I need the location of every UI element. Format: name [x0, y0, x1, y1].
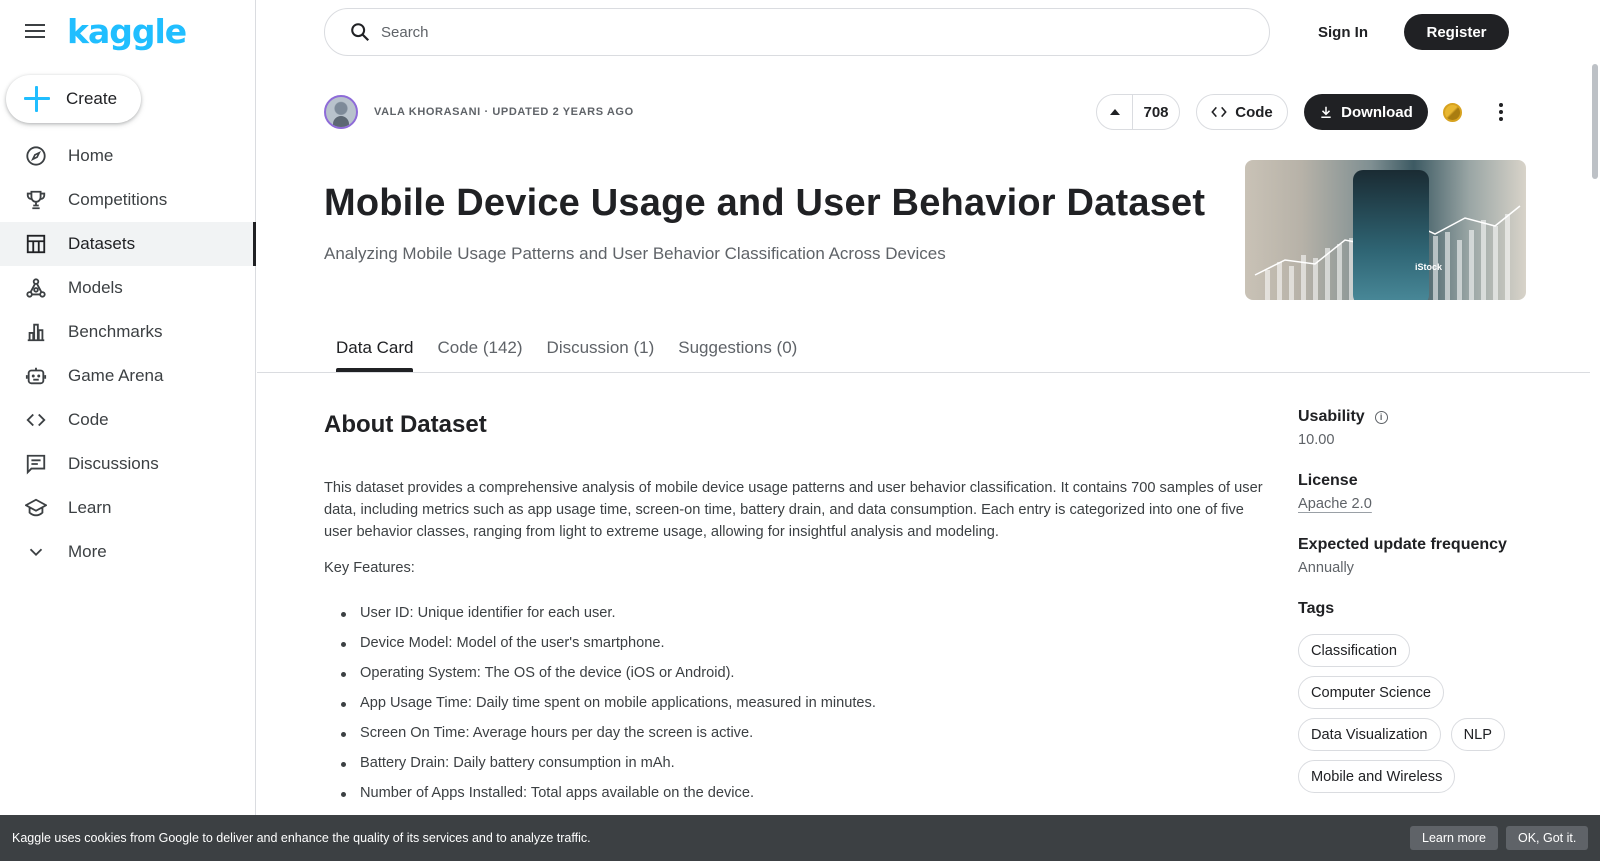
license-block — [1298, 472, 1538, 512]
search-input[interactable] — [381, 24, 1181, 41]
comments-icon — [24, 452, 48, 476]
frequency-block — [1298, 536, 1538, 576]
list-item: User ID: Unique identifier for each user. — [360, 605, 876, 635]
sign-in-button[interactable]: Sign In — [1306, 18, 1380, 46]
dataset-cover-image — [1245, 160, 1526, 300]
sidebar-item-competitions[interactable] — [0, 178, 256, 222]
dataset-title: Mobile Device Usage and User Behavior Dataset — [324, 182, 1206, 224]
sidebar-item-code[interactable] — [0, 398, 256, 442]
create-label: Create — [66, 89, 118, 108]
usability-label: Usability — [1298, 408, 1365, 425]
learn-more-button[interactable]: Learn more — [1410, 826, 1498, 850]
search-bar[interactable] — [324, 8, 1270, 56]
sidebar-item-label: Learn — [68, 498, 112, 517]
sidebar-item-label: Models — [68, 278, 123, 297]
code-button[interactable] — [1196, 94, 1288, 130]
tags-block — [1298, 600, 1538, 793]
gold-medal-icon[interactable] — [1443, 103, 1462, 122]
download-icon — [1319, 105, 1333, 119]
list-item: Device Model: Model of the user's smartphone. — [360, 635, 876, 665]
search-icon — [349, 21, 371, 43]
tab-discussion[interactable]: Discussion (1) — [546, 338, 655, 357]
tag-chip[interactable]: Mobile and Wireless — [1298, 760, 1455, 793]
sidebar-item-more[interactable] — [0, 530, 256, 574]
tab-data-card[interactable]: Data Card — [324, 332, 425, 372]
tabs-divider — [257, 372, 1590, 373]
usability-heading — [1298, 408, 1538, 426]
caret-up-icon — [1109, 108, 1121, 116]
sidebar-item-label: More — [68, 542, 107, 561]
logo-row — [0, 0, 256, 64]
tag-chip[interactable]: Data Visualization — [1298, 718, 1441, 751]
cookie-text: Kaggle uses cookies from Google to deliver and enhance the quality of its services and to analyze traffic. — [12, 831, 591, 845]
author-meta: VALA KHORASANI · UPDATED 2 YEARS AGO — [374, 106, 634, 118]
sidebar-item-label: Game Arena — [68, 366, 164, 385]
sidebar — [0, 0, 256, 861]
compass-icon — [24, 144, 48, 168]
license-link[interactable]: Apache 2.0 — [1298, 496, 1372, 512]
frequency-label: Expected update frequency — [1298, 536, 1507, 553]
more-options-icon[interactable] — [1488, 98, 1514, 126]
chevron-down-icon — [24, 540, 48, 564]
page-scrollbar[interactable] — [1590, 56, 1600, 861]
vote-widget — [1096, 94, 1180, 130]
avatar[interactable] — [324, 95, 358, 129]
sidebar-item-label: Datasets — [68, 234, 136, 253]
sidebar-item-benchmarks[interactable] — [0, 310, 256, 354]
frequency-value: Annually — [1298, 560, 1354, 576]
about-heading: About Dataset — [324, 411, 487, 438]
bar-chart-icon — [24, 320, 48, 344]
tab-code[interactable]: Code (142) — [437, 338, 523, 357]
list-item: Number of Apps Installed: Total apps available on the device. — [360, 785, 876, 815]
sidebar-item-home[interactable] — [0, 134, 256, 178]
robot-icon — [24, 364, 48, 388]
trophy-icon — [24, 188, 48, 212]
info-icon[interactable]: i — [1375, 411, 1388, 424]
metadata-panel — [1298, 408, 1538, 817]
tag-chip[interactable]: NLP — [1451, 718, 1505, 751]
phone-graphic — [1353, 170, 1429, 300]
tag-chip[interactable]: Classification — [1298, 634, 1410, 667]
usability-block — [1298, 408, 1538, 448]
sidebar-item-models[interactable] — [0, 266, 256, 310]
graduation-cap-icon — [24, 496, 48, 520]
kaggle-logo[interactable]: kaggle — [67, 12, 187, 51]
table-icon — [24, 232, 48, 256]
tags-label: Tags — [1298, 600, 1335, 617]
key-features-heading: Key Features: — [324, 560, 415, 576]
ok-got-it-button[interactable]: OK, Got it. — [1506, 826, 1588, 850]
usability-value: 10.00 — [1298, 432, 1335, 448]
download-button[interactable] — [1304, 94, 1428, 130]
dataset-description: This dataset provides a comprehensive analysis of mobile device usage patterns and user behavior classification. It contains 700 samples of user data, including metrics such as app usage time, screen-on time, battery drain, and data consumption. Each entry is categorized into one of five user behavior classes, ranging from light to extreme usage, allowing for insightful analysis and modeling. — [324, 480, 1263, 540]
cookie-banner — [0, 815, 1600, 861]
dataset-tabs — [324, 332, 809, 372]
sidebar-item-label: Code — [68, 410, 109, 429]
image-credit: iStock — [1415, 262, 1443, 272]
code-button-label: Code — [1235, 103, 1273, 121]
hamburger-menu-icon[interactable] — [24, 21, 46, 43]
sidebar-item-datasets[interactable] — [0, 222, 256, 266]
scrollbar-thumb[interactable] — [1592, 64, 1598, 179]
vote-count[interactable]: 708 — [1143, 103, 1169, 121]
list-item: App Usage Time: Daily time spent on mobile applications, measured in minutes. — [360, 695, 876, 725]
features-list — [360, 605, 876, 815]
sidebar-nav — [0, 134, 256, 574]
author-row — [324, 95, 634, 129]
list-item: Battery Drain: Daily battery consumption in mAh. — [360, 755, 876, 785]
create-button[interactable] — [6, 75, 141, 123]
code-icon — [24, 408, 48, 432]
tag-chip[interactable]: Computer Science — [1298, 676, 1444, 709]
register-button[interactable]: Register — [1404, 14, 1509, 50]
plus-icon — [20, 82, 54, 116]
sidebar-item-label: Discussions — [68, 454, 159, 473]
sidebar-item-learn[interactable] — [0, 486, 256, 530]
models-icon — [24, 276, 48, 300]
list-item: Screen On Time: Average hours per day the screen is active. — [360, 725, 876, 755]
upvote-button[interactable] — [1097, 95, 1133, 129]
dataset-subtitle: Analyzing Mobile Usage Patterns and User Behavior Classification Across Devices — [324, 244, 946, 263]
tags-list — [1298, 634, 1538, 793]
download-button-label: Download — [1341, 103, 1413, 121]
sidebar-item-label: Home — [68, 146, 114, 165]
tab-suggestions[interactable]: Suggestions (0) — [678, 338, 798, 357]
license-label: License — [1298, 472, 1358, 489]
list-item: Operating System: The OS of the device (iOS or Android). — [360, 665, 876, 695]
sidebar-item-discussions[interactable] — [0, 442, 256, 486]
sidebar-item-label: Benchmarks — [68, 322, 163, 341]
code-icon — [1211, 105, 1227, 119]
sidebar-item-game-arena[interactable] — [0, 354, 256, 398]
sidebar-item-label: Competitions — [68, 190, 168, 209]
